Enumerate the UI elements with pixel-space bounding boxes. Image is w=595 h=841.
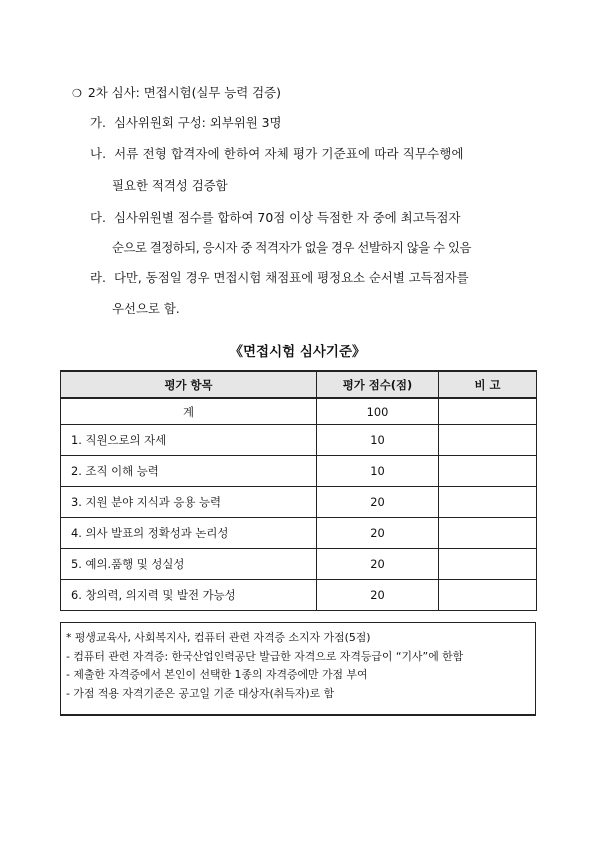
item-ra-continued: 우선으로 함.: [112, 301, 180, 316]
section-heading: [72, 85, 281, 102]
row-score: 20: [317, 487, 439, 518]
item-ra: [90, 270, 469, 286]
notes-box: [60, 622, 536, 716]
row-note: [439, 456, 537, 487]
item-prefix: 나.: [90, 146, 107, 161]
table-row: [61, 487, 537, 518]
row-note: [439, 425, 537, 456]
table-total-row: [61, 398, 537, 425]
table-row: [61, 580, 537, 611]
item-na: [90, 146, 464, 162]
table-row: [61, 425, 537, 456]
row-item: 6. 창의력, 의지력 및 발전 가능성: [61, 580, 317, 611]
row-item: 5. 예의.품행 및 성실성: [61, 549, 317, 580]
table-row: [61, 549, 537, 580]
row-item: 2. 조직 이해 능력: [61, 456, 317, 487]
row-item: 4. 의사 발표의 정확성과 논리성: [61, 518, 317, 549]
table-row: [61, 456, 537, 487]
evaluation-table: [60, 370, 537, 611]
item-da-continued: 순으로 결정하되, 응시자 중 적격자가 없을 경우 선발하지 않을 수 있음: [112, 240, 471, 255]
row-score: 20: [317, 580, 439, 611]
item-text: 서류 전형 합격자에 한하여 자체 평가 기준표에 따라 직무수행에: [114, 146, 464, 161]
note-line: - 제출한 자격증에서 본인이 선택한 1종의 자격증에만 가점 부여: [66, 668, 368, 681]
header-score: 평가 점수(점): [317, 371, 439, 398]
note-line: * 평생교육사, 사회복지사, 컴퓨터 관련 자격증 소지자 가점(5점): [66, 631, 371, 644]
row-item: 1. 직원으로의 자세: [61, 425, 317, 456]
row-note: [439, 580, 537, 611]
item-ga: [90, 115, 281, 131]
item-text: 심사위원별 점수를 합하여 70점 이상 득점한 자 중에 최고득점자: [113, 210, 461, 225]
row-note: [439, 549, 537, 580]
item-text: 다만, 동점일 경우 면접시험 채점표에 평정요소 순서별 고득점자를: [113, 270, 469, 285]
section-heading-text: 2차 심사: 면접시험(실무 능력 검증): [87, 85, 281, 100]
row-score: 10: [317, 425, 439, 456]
item-prefix: 다.: [90, 210, 106, 225]
header-note: 비 고: [439, 371, 537, 398]
row-item: 3. 지원 분야 지식과 응용 능력: [61, 487, 317, 518]
note-line: - 가점 적용 자격기준은 공고일 기준 대상자(취득자)로 함: [66, 686, 335, 700]
row-score: 20: [317, 518, 439, 549]
note-line: - 컴퓨터 관련 자격증: 한국산업인력공단 발급한 자격으로 자격등급이 “기사”에 한함: [66, 649, 464, 663]
item-prefix: 라.: [90, 270, 106, 285]
table-title: 《면접시험 심사기준》: [229, 344, 366, 360]
table-header-row: [61, 371, 537, 398]
header-item: 평가 항목: [61, 371, 317, 398]
table-row: [61, 518, 537, 549]
circle-bullet-icon: ❍: [72, 87, 82, 100]
item-text: 심사위원회 구성: 외부위원 3명: [113, 115, 282, 130]
total-score: 100: [317, 398, 439, 425]
item-prefix: 가.: [90, 115, 106, 130]
item-na-continued: 필요한 적격성 검증함: [112, 178, 228, 193]
row-score: 10: [317, 456, 439, 487]
total-note: [439, 398, 537, 425]
row-score: 20: [317, 549, 439, 580]
row-note: [439, 487, 537, 518]
row-note: [439, 518, 537, 549]
total-label: 계: [61, 398, 317, 425]
item-da: [90, 210, 460, 226]
